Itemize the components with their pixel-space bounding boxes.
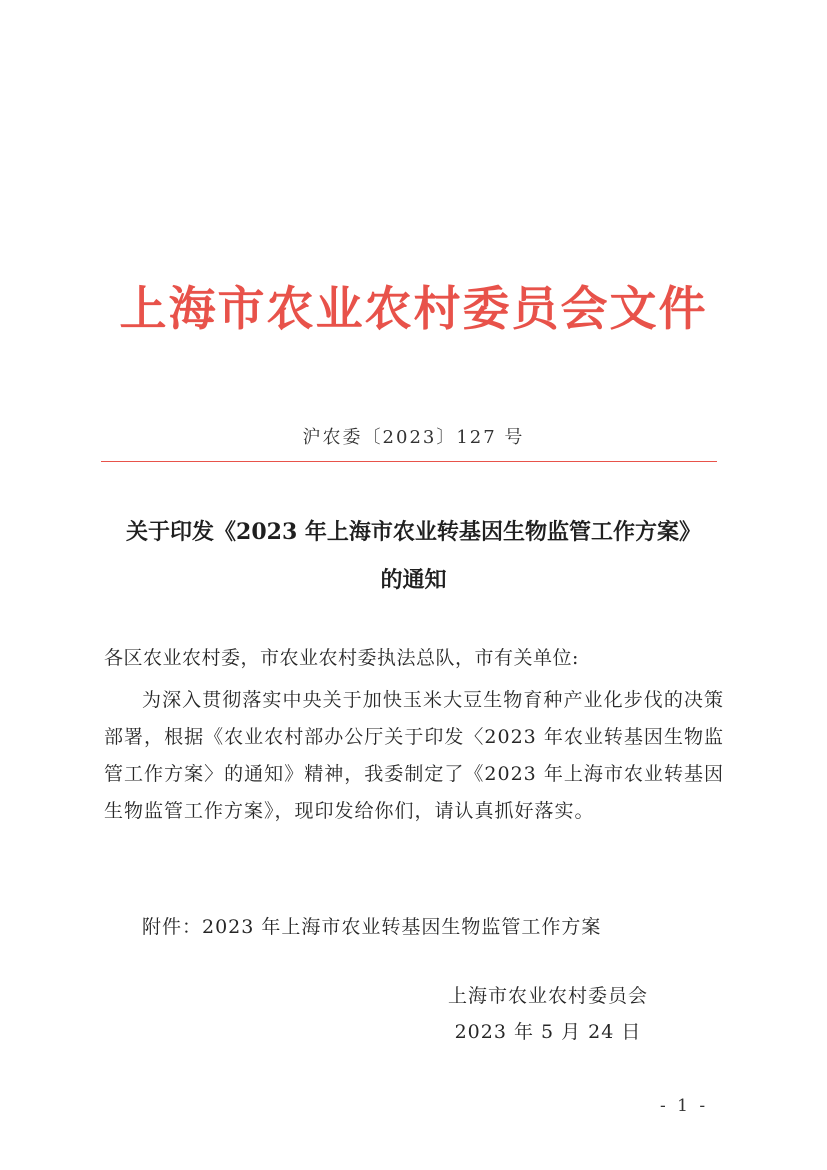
salutation: 各区农业农村委，市农业农村委执法总队，市有关单位: [104, 647, 579, 669]
issuer-name: 上海市农业农村委员会 [447, 985, 648, 1007]
document-number: 沪农委〔2023〕127 号 [302, 427, 525, 448]
issue-date: 2023 年 5 月 24 日 [454, 1021, 642, 1043]
notice-title-line-2: 的通知 [380, 567, 447, 593]
page-number: - 1 - [660, 1096, 709, 1116]
attachment-note: 附件：2023 年上海市农业转基因生物监管工作方案 [142, 916, 602, 938]
notice-title-line-1: 关于印发《2023 年上海市农业转基因生物监管工作方案》 [126, 519, 701, 545]
notice-body [104, 640, 724, 830]
red-divider [101, 461, 717, 462]
notice-title [60, 508, 767, 604]
signature-block [380, 978, 716, 1050]
body-paragraph: 为深入贯彻落实中央关于加快玉米大豆生物育种产业化步伐的决策部署，根据《农业农村部办公厅关于印发〈2023 年农业转基因生物监管工作方案〉的通知》精神，我委制定了《2023 年上海市农业转基因生物监管工作方案》，现印发给你们，请认真抓好落实。 [104, 689, 724, 822]
document-masthead: 上海市农业农村委员会文件 [119, 282, 708, 337]
